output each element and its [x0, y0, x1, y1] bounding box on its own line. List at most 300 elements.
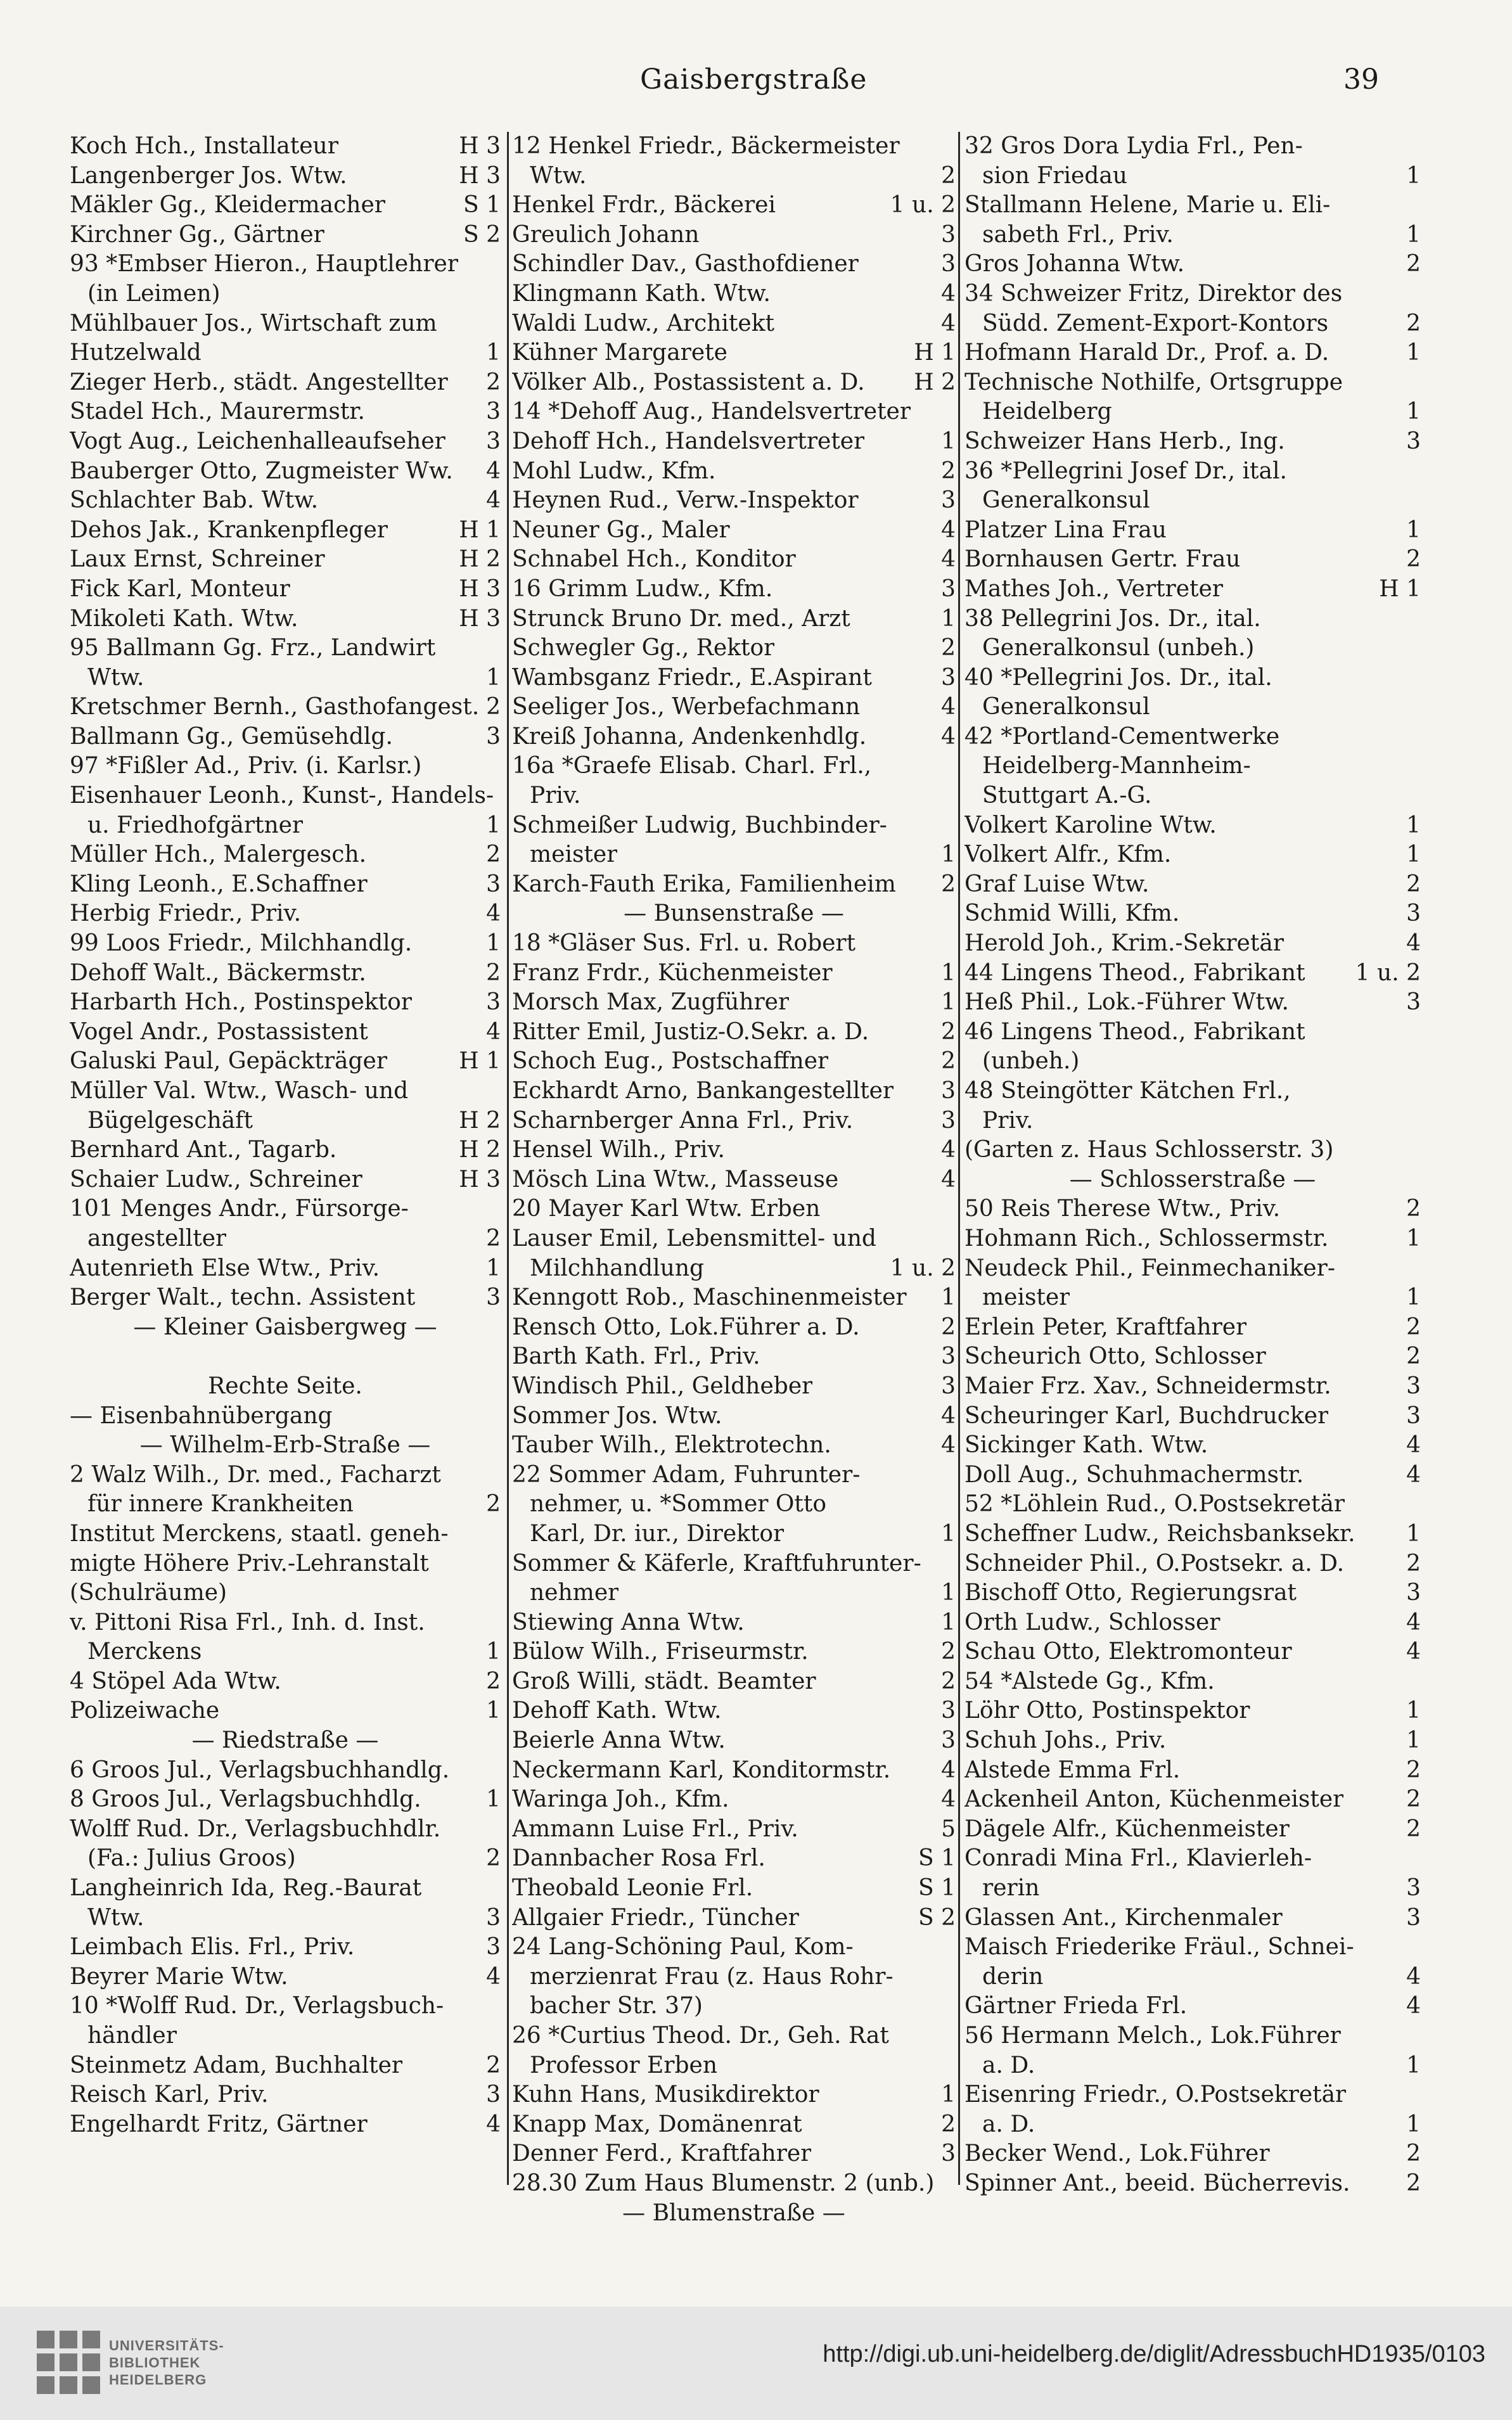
entry-text: Stadel Hch., Maurermstr.: [70, 399, 365, 425]
directory-entry: [512, 1608, 956, 1638]
entry-floor: 4: [486, 900, 501, 927]
directory-entry: [964, 1637, 1421, 1667]
entry-floor: 3: [1406, 1373, 1421, 1399]
directory-entry: [964, 545, 1421, 575]
directory-entry: [964, 1785, 1421, 1815]
directory-entry: [512, 397, 956, 427]
entry-floor: 4: [1406, 1639, 1421, 1665]
directory-entry: [70, 634, 501, 663]
directory-entry: [512, 1756, 956, 1786]
directory-entry: [70, 457, 501, 487]
directory-entry: [964, 1490, 1421, 1520]
entry-text: Beierle Anna Wtw.: [512, 1727, 726, 1754]
column-divider: [958, 132, 960, 2185]
entry-floor: 2: [1406, 2170, 1421, 2196]
entry-floor: 3: [1406, 900, 1421, 927]
entry-floor: 2: [486, 959, 501, 986]
directory-entry: [964, 2080, 1421, 2110]
directory-entry: [70, 1962, 501, 1992]
directory-entry: [512, 1431, 956, 1461]
entry-floor: 3: [1406, 428, 1421, 454]
entry-text: 40 *Pellegrini Jos. Dr., ital.: [964, 664, 1272, 691]
directory-entry: [512, 1224, 956, 1254]
entry-floor: 1: [1406, 1284, 1421, 1311]
entry-text: Hensel Wilh., Priv.: [512, 1137, 725, 1163]
directory-entry: [512, 427, 956, 457]
directory-entry: [964, 1461, 1421, 1490]
directory-entry: [964, 397, 1421, 427]
entry-text: Kling Leonh., E.Schaffner: [70, 871, 368, 897]
entry-text: Schuh Johs., Priv.: [964, 1727, 1167, 1754]
entry-floor: 4: [941, 1166, 956, 1193]
entry-floor: 1: [1406, 1225, 1421, 1252]
directory-entry: [512, 1726, 956, 1756]
entry-floor: 2: [941, 871, 956, 897]
directory-entry: [512, 2199, 956, 2229]
entry-text: Orth Ludw., Schlosser: [964, 1609, 1220, 1636]
entry-text: Müller Val. Wtw., Wasch- und: [70, 1078, 409, 1104]
directory-entry: [70, 1372, 501, 1402]
entry-floor: 2: [1406, 1343, 1421, 1370]
entry-text: meister: [982, 1284, 1070, 1311]
directory-entry: [70, 1047, 501, 1077]
entry-text: derin: [982, 1963, 1044, 1990]
entry-floor: 1: [941, 1520, 956, 1547]
entry-floor: H 3: [459, 162, 501, 189]
entry-text: Kirchner Gg., Gärtner: [70, 221, 324, 248]
directory-entry: [512, 840, 956, 870]
viewer-footer: [0, 2307, 1512, 2420]
directory-entry: [964, 2021, 1421, 2051]
entry-text: Eckhardt Arno, Bankangestellter: [512, 1078, 894, 1104]
directory-entry: [70, 1696, 501, 1726]
entry-text: Ritter Emil, Justiz-O.Sekr. a. D.: [512, 1018, 869, 1045]
directory-entry: [70, 663, 501, 693]
entry-floor: 1: [1406, 1727, 1421, 1754]
directory-entry: [70, 1667, 501, 1697]
directory-entry: [964, 1283, 1421, 1313]
directory-entry: [70, 1844, 501, 1874]
directory-entry: [512, 634, 956, 663]
directory-entry: [964, 338, 1421, 368]
directory-entry: [964, 1018, 1421, 1047]
entry-floor: 3: [1406, 1875, 1421, 1902]
entry-text: Ackenheil Anton, Küchenmeister: [964, 1786, 1344, 1813]
directory-entry: [964, 575, 1421, 605]
directory-entry: [70, 870, 501, 900]
column-left: [70, 132, 501, 2139]
directory-entry: [964, 2110, 1421, 2140]
entry-text: händler: [87, 2023, 177, 2049]
entry-text: Neudeck Phil., Feinmechaniker-: [964, 1255, 1335, 1281]
entry-text: Bülow Wilh., Friseurmstr.: [512, 1639, 809, 1665]
entry-text: Institut Merckens, staatl. geneh-: [70, 1520, 449, 1547]
entry-floor: H 3: [459, 1166, 501, 1193]
directory-entry: [512, 1962, 956, 1992]
directory-entry: [70, 279, 501, 309]
directory-entry: [964, 427, 1421, 457]
directory-entry: [964, 1756, 1421, 1786]
directory-entry: [964, 929, 1421, 959]
entry-text: — Bunsenstraße —: [624, 900, 844, 927]
directory-entry: [964, 1254, 1421, 1284]
entry-text: Völker Alb., Postassistent a. D.: [512, 369, 865, 395]
entry-floor: 1: [486, 812, 501, 838]
entry-text: Wtw.: [87, 664, 144, 691]
entry-floor: 3: [941, 1107, 956, 1134]
entry-text: Mikoleti Kath. Wtw.: [70, 605, 298, 632]
directory-entry: [512, 663, 956, 693]
entry-floor: 3: [486, 428, 501, 454]
entry-floor: 3: [941, 1727, 956, 1754]
entry-text: Harbarth Hch., Postinspektor: [70, 989, 413, 1016]
directory-entry: [70, 929, 501, 959]
entry-text: Beyrer Marie Wtw.: [70, 1963, 288, 1990]
entry-floor: 2: [941, 458, 956, 484]
entry-floor: 4: [1406, 1993, 1421, 2020]
entry-text: Berger Walt., techn. Assistent: [70, 1284, 416, 1311]
directory-entry: [70, 1726, 501, 1756]
entry-text: 46 Lingens Theod., Fabrikant: [964, 1018, 1305, 1045]
entry-text: — Blumenstraße —: [622, 2199, 845, 2226]
entry-text: Bischoff Otto, Regierungsrat: [964, 1580, 1297, 1606]
source-url[interactable]: http://digi.ub.uni-heidelberg.de/diglit/AdressbuchHD1935/0103: [823, 2341, 1485, 2367]
directory-entry: [512, 486, 956, 516]
entry-text: (Fa.: Julius Groos): [87, 1845, 296, 1872]
entry-text: Kuhn Hans, Musikdirektor: [512, 2082, 819, 2108]
entry-text: Hohmann Rich., Schlossermstr.: [964, 1225, 1329, 1252]
directory-entry: [512, 1461, 956, 1490]
directory-entry: [70, 752, 501, 781]
running-head: [0, 63, 1512, 108]
entry-text: Waldi Ludw., Architekt: [512, 310, 774, 336]
library-line: BIBLIOTHEK: [109, 2355, 201, 2371]
directory-entry: [70, 840, 501, 870]
entry-text: Engelhardt Fritz, Gärtner: [70, 2111, 368, 2137]
directory-entry: [964, 250, 1421, 279]
entry-text: Tauber Wilh., Elektrotechn.: [512, 1432, 831, 1459]
entry-text: Sickinger Kath. Wtw.: [964, 1432, 1208, 1459]
directory-entry: [512, 309, 956, 339]
entry-floor: 3: [486, 1934, 501, 1961]
directory-entry: [70, 1313, 501, 1343]
column-middle: [512, 132, 956, 2228]
entry-floor: 3: [486, 1904, 501, 1931]
directory-entry: [512, 811, 956, 841]
directory-entry: [964, 781, 1421, 811]
entry-floor: 4: [941, 694, 956, 720]
entry-text: Heidelberg-Mannheim-: [982, 753, 1251, 779]
directory-entry: [70, 427, 501, 457]
directory-entry: [512, 545, 956, 575]
entry-floor: S 1: [918, 1845, 956, 1872]
entry-text: — Eisenbahnübergang: [70, 1402, 333, 1429]
entry-text: Spinner Ant., beeid. Bücherrevis.: [964, 2170, 1350, 2196]
entry-text: Neckermann Karl, Konditormstr.: [512, 1757, 891, 1783]
entry-text: Fick Karl, Monteur: [70, 575, 290, 602]
entry-text: Bornhausen Gertr. Frau: [964, 546, 1241, 573]
library-line: HEIDELBERG: [109, 2372, 207, 2388]
directory-entry: [964, 1342, 1421, 1372]
entry-floor: 1: [941, 842, 956, 868]
directory-entry: [512, 1018, 956, 1047]
entry-text: 97 *Fißler Ad., Priv. (i. Karlsr.): [70, 753, 422, 779]
directory-entry: [964, 1844, 1421, 1874]
entry-text: Stuttgart A.-G.: [982, 783, 1152, 809]
entry-text: bacher Str. 37): [530, 1993, 703, 2020]
directory-entry: [70, 368, 501, 398]
entry-text: Ammann Luise Frl., Priv.: [512, 1815, 798, 1842]
entry-floor: 4: [941, 1137, 956, 1163]
entry-text: 22 Sommer Adam, Fuhrunter-: [512, 1461, 861, 1488]
directory-entry: [70, 605, 501, 634]
directory-entry: [70, 1018, 501, 1047]
entry-floor: 1: [1406, 1698, 1421, 1724]
entry-text: 36 *Pellegrini Josef Dr., ital.: [964, 458, 1287, 484]
entry-floor: 1: [941, 959, 956, 986]
entry-text: 20 Mayer Karl Wtw. Erben: [512, 1196, 821, 1222]
directory-entry: [512, 959, 956, 989]
entry-floor: 2: [1406, 1815, 1421, 1842]
entry-text: Wtw.: [530, 162, 587, 189]
entry-floor: 4: [941, 1757, 956, 1783]
entry-text: Herbig Friedr., Priv.: [70, 900, 302, 927]
directory-entry: [70, 516, 501, 546]
entry-floor: 4: [1406, 1963, 1421, 1990]
entry-text: Leimbach Elis. Frl., Priv.: [70, 1934, 355, 1961]
directory-entry: [512, 1549, 956, 1579]
directory-entry: [512, 457, 956, 487]
entry-text: 28.30 Zum Haus Blumenstr. 2 (unb.): [512, 2170, 935, 2196]
directory-entry: [70, 1402, 501, 1431]
entry-text: Windisch Phil., Geldheber: [512, 1373, 813, 1399]
directory-entry: [512, 1342, 956, 1372]
entry-text: Mohl Ludw., Kfm.: [512, 458, 716, 484]
entry-text: 16 Grimm Ludw., Kfm.: [512, 575, 773, 602]
entry-text: 8 Groos Jul., Verlagsbuchhdlg.: [70, 1786, 421, 1813]
directory-entry: [70, 191, 501, 221]
directory-entry: [512, 2021, 956, 2051]
entry-text: — Wilhelm-Erb-Straße —: [139, 1432, 431, 1459]
entry-text: Franz Frdr., Küchenmeister: [512, 959, 833, 986]
entry-floor: 1: [1406, 340, 1421, 366]
entry-text: Maisch Friederike Fräul., Schnei-: [964, 1934, 1354, 1961]
directory-entry: [512, 1874, 956, 1904]
entry-floor: 2: [486, 1668, 501, 1694]
directory-entry: [512, 1313, 956, 1343]
directory-entry: [964, 1106, 1421, 1136]
entry-text: — Riedstraße —: [191, 1727, 379, 1754]
directory-entry: [70, 1637, 501, 1667]
directory-entry: [70, 2051, 501, 2081]
entry-floor: H 3: [459, 575, 501, 602]
directory-entry: [964, 309, 1421, 339]
entry-floor: 2: [486, 694, 501, 720]
entry-text: a. D.: [982, 2111, 1035, 2137]
entry-floor: 4: [941, 280, 956, 307]
entry-text: Eisenring Friedr., O.Postsekretär: [964, 2082, 1347, 2108]
entry-floor: 1: [941, 1284, 956, 1311]
directory-entry: [512, 870, 956, 900]
entry-floor: H 2: [459, 1107, 501, 1134]
entry-text: Löhr Otto, Postinspektor: [964, 1698, 1250, 1724]
entry-floor: 2: [1406, 1757, 1421, 1783]
entry-floor: 1: [486, 930, 501, 957]
entry-floor: 4: [941, 1786, 956, 1813]
entry-text: Kenngott Rob., Maschinenmeister: [512, 1284, 907, 1311]
entry-text: 24 Lang-Schöning Paul, Kom-: [512, 1934, 854, 1961]
directory-entry: [512, 1047, 956, 1077]
entry-text: Maier Frz. Xav., Schneidermstr.: [964, 1373, 1331, 1399]
directory-entry: [512, 516, 956, 546]
entry-text: Greulich Johann: [512, 221, 700, 248]
entry-text: Karch-Fauth Erika, Familienheim: [512, 871, 896, 897]
library-line: UNIVERSITÄTS-: [109, 2338, 224, 2353]
directory-entry: [70, 1431, 501, 1461]
entry-text: Koch Hch., Installateur: [70, 133, 338, 159]
entry-text: Generalkonsul (unbeh.): [982, 635, 1255, 662]
directory-entry: [70, 2021, 501, 2051]
entry-text: Klingmann Kath. Wtw.: [512, 280, 771, 307]
entry-text: Denner Ferd., Kraftfahrer: [512, 2141, 812, 2167]
directory-entry: [964, 1549, 1421, 1579]
directory-entry: [512, 191, 956, 221]
entry-text: 12 Henkel Friedr., Bäckermeister: [512, 133, 900, 159]
entry-text: Alstede Emma Frl.: [964, 1757, 1181, 1783]
directory-entry: [512, 1520, 956, 1549]
entry-text: Milchhandlung: [530, 1255, 705, 1281]
entry-text: Erlein Peter, Kraftfahrer: [964, 1314, 1247, 1340]
directory-entry: [512, 2080, 956, 2110]
entry-text: Gärtner Frieda Frl.: [964, 1993, 1188, 2020]
entry-text: (Garten z. Haus Schlosserstr. 3): [964, 1137, 1334, 1163]
entry-floor: 4: [1406, 930, 1421, 957]
entry-text: 52 *Löhlein Rud., O.Postsekretär: [964, 1491, 1345, 1518]
entry-floor: 2: [941, 1314, 956, 1340]
entry-floor: 4: [941, 516, 956, 543]
directory-entry: [964, 663, 1421, 693]
directory-entry: [964, 959, 1421, 989]
directory-entry: [70, 811, 501, 841]
directory-entry: [512, 2169, 956, 2199]
entry-text: Rensch Otto, Lok.Führer a. D.: [512, 1314, 860, 1340]
entry-text: Sommer Jos. Wtw.: [512, 1402, 722, 1429]
entry-floor: 2: [486, 2052, 501, 2078]
directory-entry: [964, 486, 1421, 516]
entry-floor: 2: [941, 1668, 956, 1694]
entry-text: rerin: [982, 1875, 1040, 1902]
entry-text: Mathes Joh., Vertreter: [964, 575, 1223, 602]
directory-entry: [70, 1461, 501, 1490]
directory-entry: [964, 811, 1421, 841]
entry-text: Knapp Max, Domänenrat: [512, 2111, 802, 2137]
entry-text: 26 *Curtius Theod. Dr., Geh. Rat: [512, 2023, 889, 2049]
directory-entry: [964, 605, 1421, 634]
entry-floor: 1: [1406, 221, 1421, 248]
entry-text: Professor Erben: [530, 2052, 718, 2078]
directory-entry: [512, 2051, 956, 2081]
directory-entry: [70, 1136, 501, 1165]
directory-entry: [964, 840, 1421, 870]
entry-floor: 2: [1406, 871, 1421, 897]
directory-entry: [512, 1077, 956, 1106]
entry-floor: 2: [486, 369, 501, 395]
entry-floor: 2: [1406, 546, 1421, 573]
entry-text: Reisch Karl, Priv.: [70, 2082, 269, 2108]
directory-entry: [70, 781, 501, 811]
entry-text: Steinmetz Adam, Buchhalter: [70, 2052, 403, 2078]
entry-floor: 1: [1406, 1520, 1421, 1547]
directory-entry: [70, 1874, 501, 1904]
directory-entry: [70, 2110, 501, 2140]
entry-floor: 3: [941, 251, 956, 278]
entry-floor: 2: [1406, 1550, 1421, 1577]
entry-floor: 1: [1406, 812, 1421, 838]
entry-text: Seeliger Jos., Werbefachmann: [512, 694, 861, 720]
directory-entry: [512, 132, 956, 162]
directory-entry: [964, 1520, 1421, 1549]
directory-entry: [964, 2169, 1421, 2199]
directory-entry: [964, 899, 1421, 929]
entry-text: Scharnberger Anna Frl., Priv.: [512, 1107, 854, 1134]
directory-entry: [512, 368, 956, 398]
entry-text: Volkert Karoline Wtw.: [964, 812, 1217, 838]
entry-text: Hutzelwald: [70, 340, 202, 366]
entry-floor: 4: [486, 458, 501, 484]
entry-text: Wtw.: [87, 1904, 144, 1931]
entry-text: Kreiß Johanna, Andenkenhdlg.: [512, 723, 867, 750]
directory-entry: [512, 722, 956, 752]
entry-text: Heidelberg: [982, 399, 1112, 425]
directory-entry: [964, 693, 1421, 722]
entry-floor: 2: [941, 635, 956, 662]
directory-entry: [512, 693, 956, 722]
entry-floor: 2: [941, 1018, 956, 1045]
directory-entry: [964, 1136, 1421, 1165]
entry-text: — Kleiner Gaisbergweg —: [133, 1314, 437, 1340]
entry-text: Platzer Lina Frau: [964, 516, 1167, 543]
entry-text: migte Höhere Priv.-Lehranstalt: [70, 1550, 429, 1577]
entry-text: Schlachter Bab. Wtw.: [70, 487, 319, 514]
directory-entry: [70, 397, 501, 427]
directory-entry: [512, 1254, 956, 1284]
directory-entry: [70, 1549, 501, 1579]
entry-text: 54 *Alstede Gg., Kfm.: [964, 1668, 1215, 1694]
entry-floor: 1: [1406, 162, 1421, 189]
entry-text: merzienrat Frau (z. Haus Rohr-: [530, 1963, 894, 1990]
entry-floor: H 2: [459, 1137, 501, 1163]
entry-text: Stiewing Anna Wtw.: [512, 1609, 745, 1636]
entry-text: Bernhard Ant., Tagarb.: [70, 1137, 337, 1163]
entry-text: 50 Reis Therese Wtw., Priv.: [964, 1196, 1281, 1222]
entry-floor: 4: [486, 2111, 501, 2137]
entry-text: Mühlbauer Jos., Wirtschaft zum: [70, 310, 437, 336]
entry-text: Volkert Alfr., Kfm.: [964, 842, 1172, 868]
entry-floor: 4: [486, 1963, 501, 1990]
directory-entry: [512, 1785, 956, 1815]
column-right: [964, 132, 1421, 2199]
entry-floor: 1: [486, 1786, 501, 1813]
directory-entry: [964, 1933, 1421, 1962]
entry-text: Schau Otto, Elektromonteur: [964, 1639, 1292, 1665]
entry-text: Rechte Seite.: [208, 1373, 362, 1399]
directory-entry: [512, 1696, 956, 1726]
directory-entry: [964, 870, 1421, 900]
entry-text: 95 Ballmann Gg. Frz., Landwirt: [70, 635, 436, 662]
directory-entry: [512, 781, 956, 811]
directory-entry: [70, 1608, 501, 1638]
entry-text: Scheffner Ludw., Reichsbanksekr.: [964, 1520, 1355, 1547]
